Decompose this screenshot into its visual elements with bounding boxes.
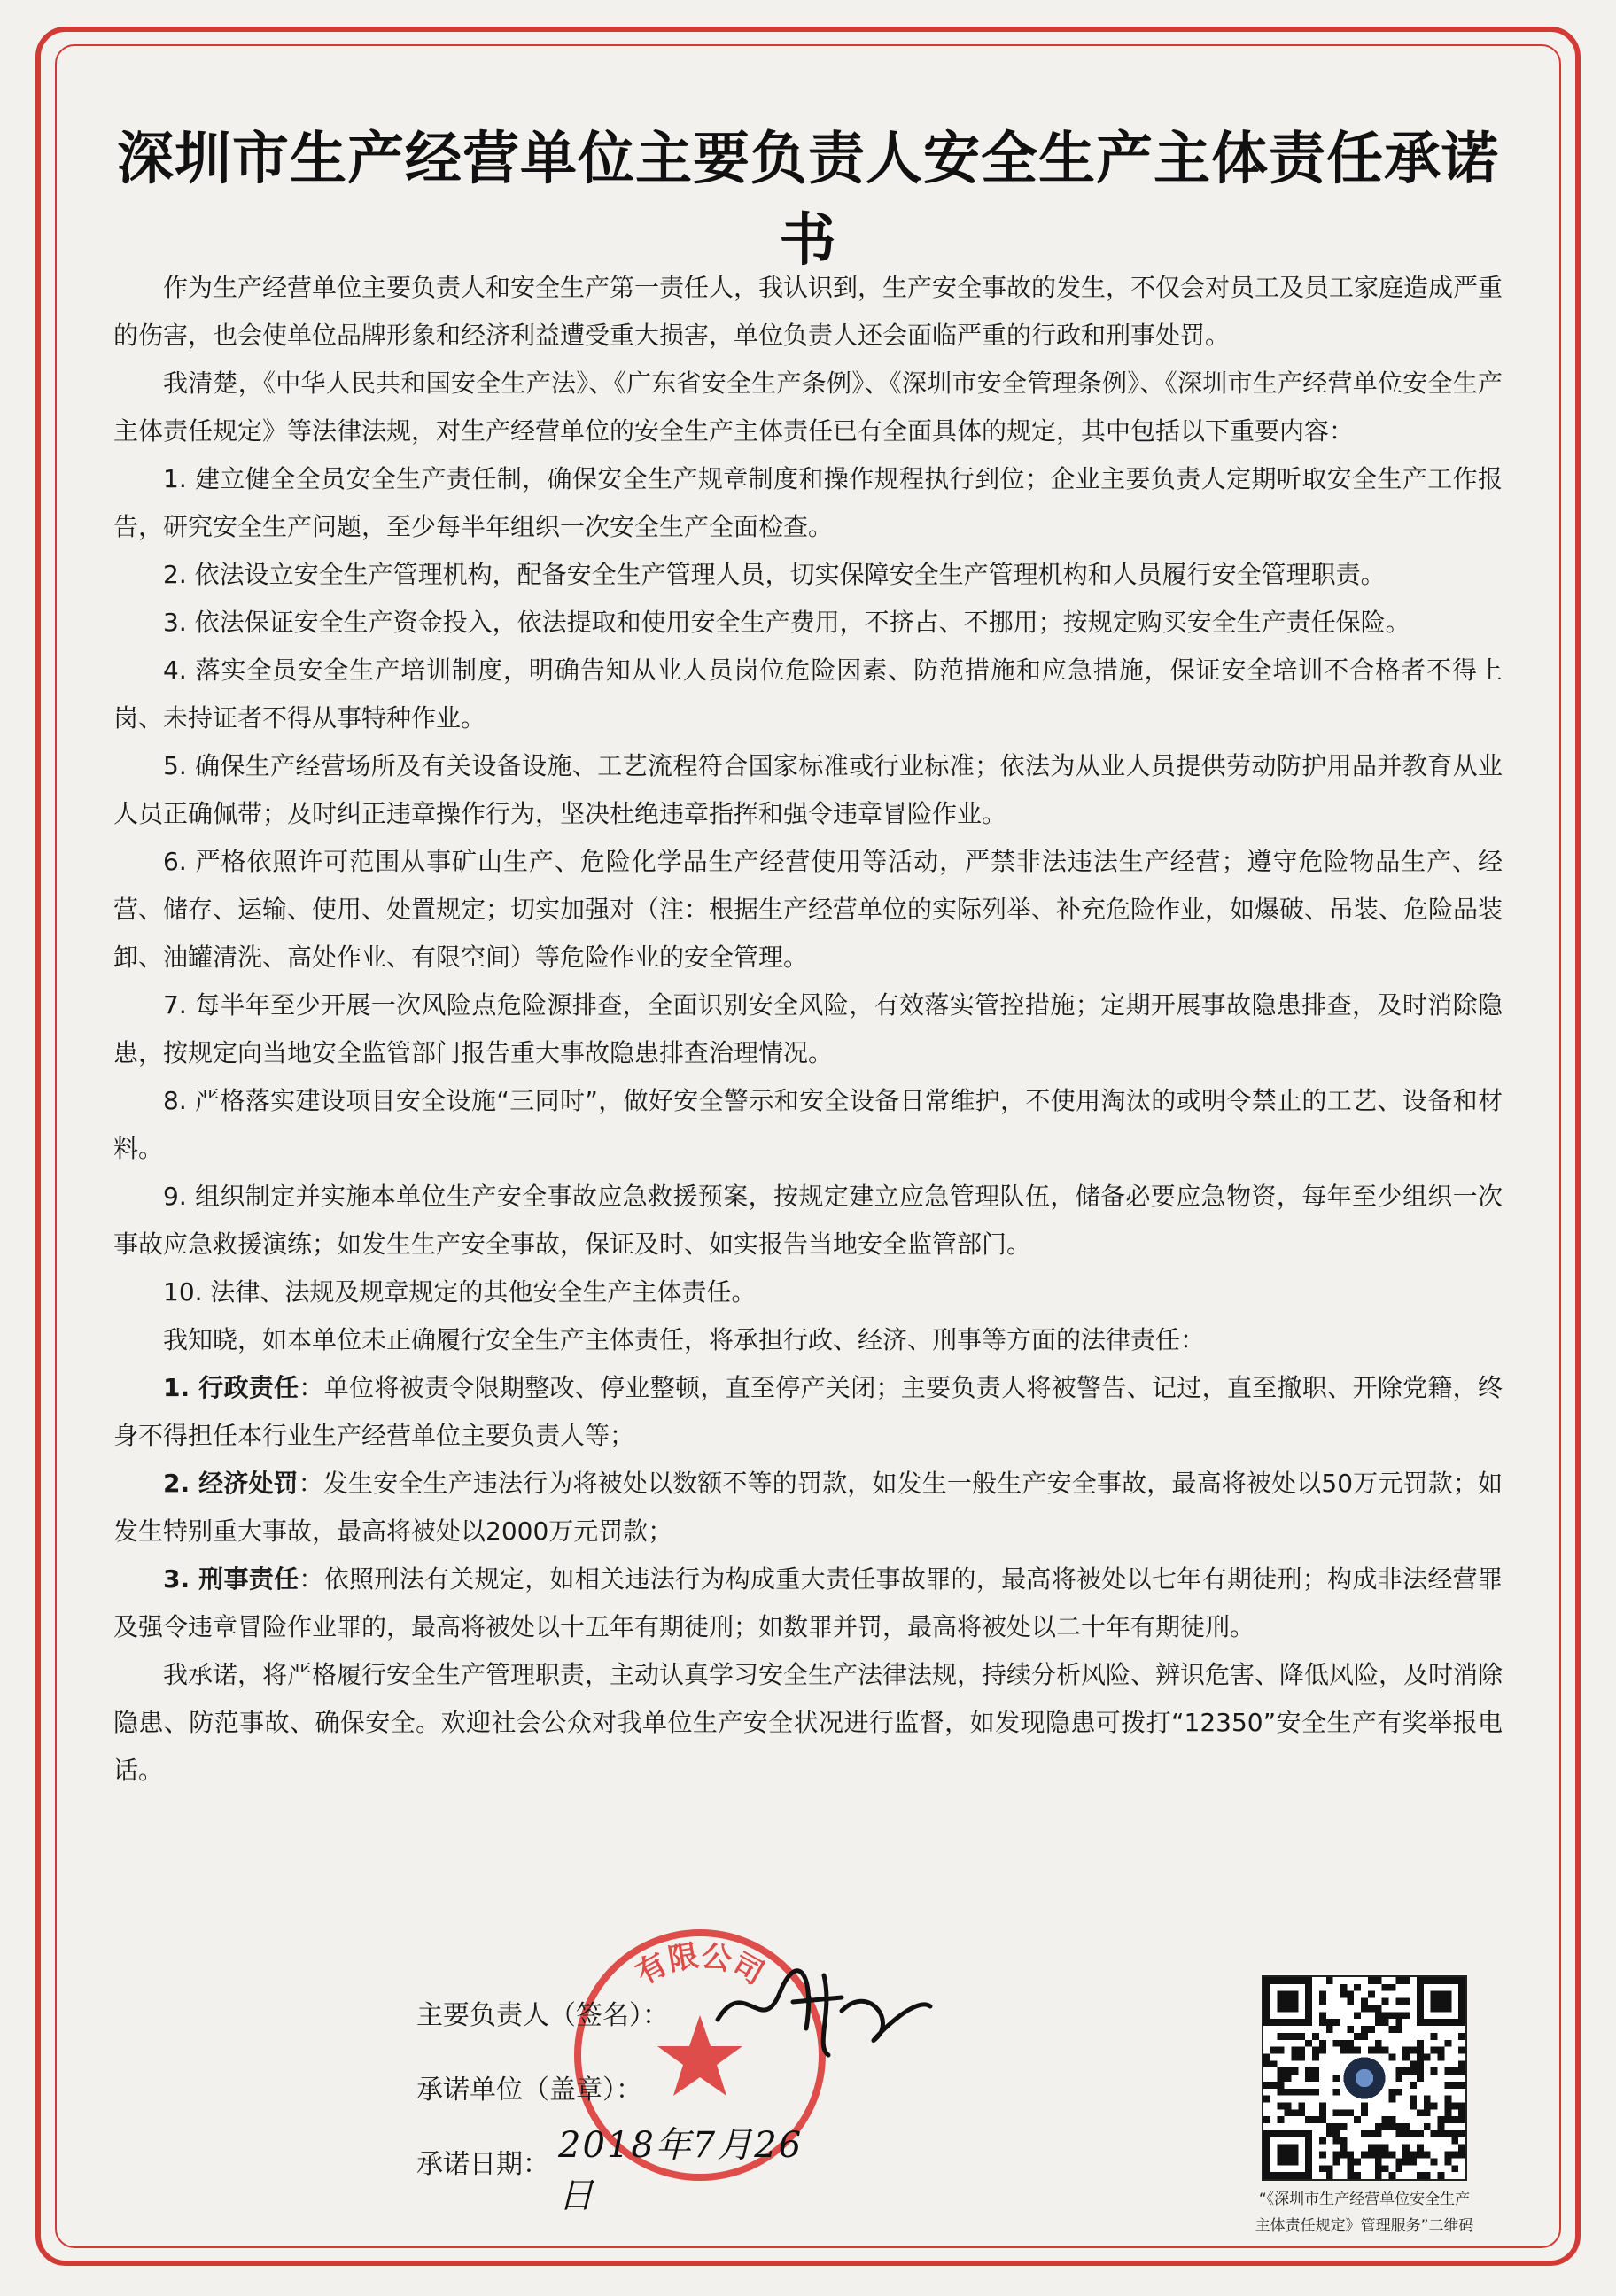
qr-code-icon — [1262, 1975, 1467, 2181]
responsible-person-label: 主要负责人（签名）： — [416, 2000, 669, 2031]
handwritten-signature-icon — [709, 1958, 939, 2064]
qr-caption-line-2: 主体责任规定》管理服务”二维码 — [1255, 2217, 1474, 2235]
liability-label: 2. 经济处罚 — [163, 1469, 299, 1498]
paragraph-closing: 我承诺，将严格履行安全生产管理职责，主动认真学习安全生产法律法规，持续分析风险、辨识危害、降低风险，及时消除隐患、防范事故、确保安全。欢迎社会公众对我单位生产安全状况进行监督，如发现隐患可拨打“12350”安全生产有奖举报电话。 — [113, 1660, 1503, 1785]
paragraph-item-10: 10. 法律、法规及规章规定的其他安全生产主体责任。 — [163, 1277, 757, 1307]
commitment-date-label: 承诺日期： — [416, 2149, 549, 2180]
committing-unit-label: 承诺单位（盖章）： — [416, 2075, 642, 2106]
qr-caption — [1187, 2186, 1542, 2239]
paragraph-intro: 作为生产经营单位主要负责人和安全生产第一责任人，我认识到，生产安全事故的发生，不仅会对员工及员工家庭造成严重的伤害，也会使单位品牌形象和经济利益遭受重大损害，单位负责人还会面临严重的行政和刑事处罚。 — [113, 273, 1503, 350]
paragraph-item-1: 1. 建立健全全员安全生产责任制，确保安全生产规章制度和操作规程执行到位；企业主要负责人定期听取安全生产工作报告，研究安全生产问题，至少每半年组织一次安全生产全面检查。 — [113, 464, 1503, 541]
liability-administrative — [113, 1364, 1503, 1460]
liability-text: ：依照刑法有关规定，如相关违法行为构成重大责任事故罪的，最高将被处以七年有期徒刑；构成非法经营罪及强令违章冒险作业罪的，最高将被处以十五年有期徒刑；如数罪并罚，最高将被处以二十年有期徒刑。 — [113, 1564, 1503, 1641]
liability-label: 3. 刑事责任 — [163, 1564, 299, 1594]
paragraph-item-5: 5. 确保生产经营场所及有关设备设施、工艺流程符合国家标准或行业标准；依法为从业人员提供劳动防护用品并教育从业人员正确佩带；及时纠正违章操作行为，坚决杜绝违章指挥和强令违章冒险作业。 — [113, 751, 1503, 828]
liability-economic — [113, 1460, 1503, 1555]
paragraph-item-2: 2. 依法设立安全生产管理机构，配备安全生产管理人员，切实保障安全生产管理机构和人员履行安全管理职责。 — [163, 560, 1386, 589]
paragraph-laws: 我清楚，《中华人民共和国安全生产法》、《广东省安全生产条例》、《深圳市安全管理条例》、《深圳市生产经营单位安全生产主体责任规定》等法律法规，对生产经营单位的安全生产主体责任已有全面具体的规定，其中包括以下重要内容： — [113, 368, 1503, 446]
qr-caption-line-1: “《深圳市生产经营单位安全生产 — [1258, 2191, 1471, 2208]
document-title: 深圳市生产经营单位主要负责人安全生产主体责任承诺书 — [117, 126, 1499, 274]
liability-text: ：发生安全生产违法行为将被处以数额不等的罚款，如发生一般生产安全事故，最高将被处以50万元罚款；如发生特别重大事故，最高将被处以2000万元罚款； — [113, 1469, 1503, 1546]
paragraph-item-8: 8. 严格落实建设项目安全设施“三同时”，做好安全警示和安全设备日常维护，不使用淘汰的或明令禁止的工艺、设备和材料。 — [113, 1086, 1503, 1163]
paragraph-liability-intro: 我知晓，如本单位未正确履行安全生产主体责任，将承担行政、经济、刑事等方面的法律责任： — [163, 1325, 1206, 1354]
paragraph-item-6: 6. 严格依照许可范围从事矿山生产、危险化学品生产经营使用等活动，严禁非法违法生产经营；遵守危险物品生产、经营、储存、运输、使用、处置规定；切实加强对（注：根据生产经营单位的实际列举、补充危险作业，如爆破、吊装、危险品装卸、油罐清洗、高处作业、有限空间）等危险作业的安全管理。 — [113, 847, 1503, 972]
svg-text:有限公司: 有限公司 — [630, 1938, 770, 1992]
paragraph-item-4: 4. 落实全员安全生产培训制度，明确告知从业人员岗位危险因素、防范措施和应急措施，保证安全培训不合格者不得上岗、未持证者不得从事特种作业。 — [113, 655, 1503, 733]
paragraph-item-3: 3. 依法保证安全生产资金投入，依法提取和使用安全生产费用，不挤占、不挪用；按规定购买安全生产责任保险。 — [163, 608, 1410, 637]
document-body — [113, 264, 1503, 1795]
liability-criminal — [113, 1555, 1503, 1651]
handwritten-date — [558, 2117, 824, 2216]
paragraph-item-7: 7. 每半年至少开展一次风险点危险源排查，全面识别安全风险，有效落实管控措施；定期开展事故隐患排查，及时消除隐患，按规定向当地安全监管部门报告重大事故隐患排查治理情况。 — [113, 990, 1503, 1067]
liability-text: ：单位将被责令限期整改、停业整顿，直至停产关闭；主要负责人将被警告、记过，直至撤职、开除党籍，终身不得担任本行业生产经营单位主要负责人等； — [113, 1373, 1503, 1450]
paragraph-item-9: 9. 组织制定并实施本单位生产安全事故应急救援预案，按规定建立应急管理队伍，储备必要应急物资，每年至少组织一次事故应急救援演练；如发生生产安全事故，保证及时、如实报告当地安全监管部门。 — [113, 1182, 1503, 1259]
liability-label: 1. 行政责任 — [163, 1373, 299, 1402]
handwritten-date-text: 2018年7月26日 — [558, 2125, 804, 2216]
